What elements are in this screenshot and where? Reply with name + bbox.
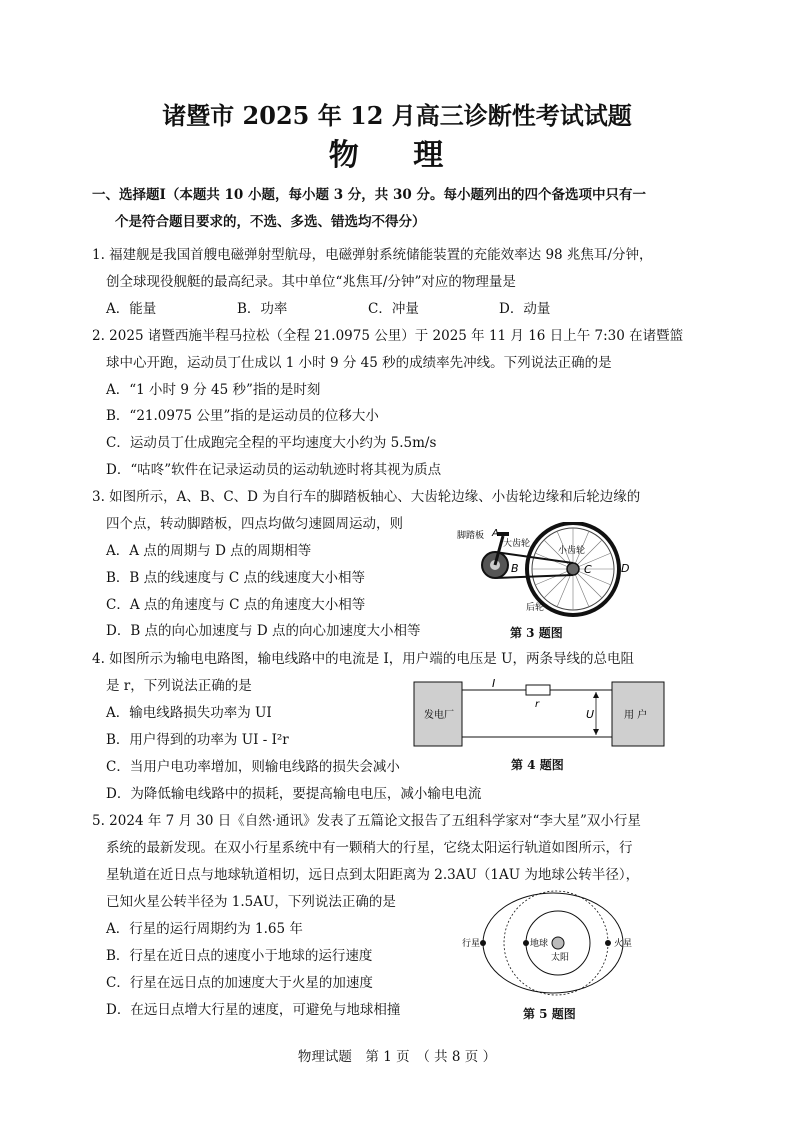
q2-option-a: A．“1 小时 9 分 45 秒”指的是时刻 <box>106 382 321 398</box>
label-c: C <box>584 563 592 576</box>
small-gear <box>567 563 579 575</box>
q1-option-a: A．能量 <box>106 301 157 317</box>
page-footer: 物理试题 第 1 页 （ 共 8 页 ） <box>297 1049 497 1065</box>
label-small-gear: 小齿轮 <box>558 546 586 556</box>
label-voltage-u: U <box>586 708 595 721</box>
q5-option-d: D．在远日点增大行星的速度，可避免与地球相撞 <box>106 1002 401 1018</box>
q4-option-d: D．为降低输电线路中的损耗，要提高输电电压，减小输电电流 <box>106 786 482 802</box>
q4-option-c: C．当用户电功率增加，则输电线路的损失会减小 <box>106 759 400 775</box>
label-d: D <box>621 562 630 575</box>
q4-option-a: A．输电线路损失功率为 UI <box>106 705 272 721</box>
q4-figure-caption: 第 4 题图 <box>511 758 564 772</box>
mars <box>605 940 611 946</box>
label-resistance-r: r <box>535 699 540 710</box>
q2-option-d: D．“咕咚”软件在记录运动员的运动轨迹时将其视为质点 <box>106 462 442 478</box>
q5-stem-line3: 星轨道在近日点与地球轨道相切，远日点到太阳距离为 2.3AU（1AU 为地球公转半径）， <box>106 867 640 883</box>
label-b: B <box>511 562 519 575</box>
label-current-i: I <box>492 677 496 690</box>
sun <box>552 937 564 949</box>
q2-stem-line1: 2. 2025 诸暨西施半程马拉松（全程 21.0975 公里）于 2025 年 11 月 16 日上午 7:30 在诸暨篮 <box>92 328 684 344</box>
q1-option-d: D．动量 <box>499 301 551 317</box>
q3-option-c: C．A 点的角速度与 C 点的角速度大小相等 <box>106 597 366 613</box>
q2-stem-line2: 球中心开跑，运动员丁仕成以 1 小时 9 分 45 秒的成绩率先冲线。下列说法正确的是 <box>106 355 612 371</box>
label-sun: 太阳 <box>551 953 570 963</box>
q5-stem-line4: 已知火星公转半径为 1.5AU，下列说法正确的是 <box>106 894 396 910</box>
q1-stem-line1: 1. 福建舰是我国首艘电磁弹射型航母，电磁弹射系统储能装置的充能效率达 98 兆焦耳/分钟， <box>92 247 653 263</box>
q3-stem-line2: 四个点，转动脚踏板，四点均做匀速圆周运动，则 <box>106 516 403 532</box>
label-mars: 火星 <box>614 939 633 949</box>
label-pedal: 脚踏板 <box>457 531 485 541</box>
exam-title: 诸暨市 2025 年 12 月高三诊断性考试试题 <box>162 101 632 130</box>
label-user: 用 户 <box>624 710 648 721</box>
q3-option-a: A．A 点的周期与 D 点的周期相等 <box>106 543 312 559</box>
planet <box>480 940 486 946</box>
label-power-plant: 发电厂 <box>424 710 454 721</box>
q4-option-b: B．用户得到的功率为 UI - I²r <box>106 732 289 748</box>
section-heading-line1: 一、选择题Ⅰ（本题共 10 小题，每小题 3 分，共 30 分。每小题列出的四个备选项中只有一 <box>92 187 646 203</box>
q2-option-c: C．运动员丁仕成跑完全程的平均速度大小约为 5.5m/s <box>106 435 437 451</box>
orbit-figure <box>458 890 648 1000</box>
label-planet: 行星 <box>462 939 481 949</box>
circuit-figure <box>412 676 668 752</box>
q5-option-a: A．行星的运行周期约为 1.65 年 <box>106 921 303 937</box>
q2-option-b: B．“21.0975 公里”指的是运动员的位移大小 <box>106 408 379 424</box>
resistor-r <box>526 685 550 695</box>
q5-figure-caption: 第 5 题图 <box>523 1007 576 1021</box>
earth <box>523 940 529 946</box>
label-rear-wheel: 后轮 <box>526 603 545 613</box>
label-big-gear: 大齿轮 <box>503 539 531 549</box>
q5-stem-line2: 系统的最新发现。在双小行星系统中有一颗稍大的行星，它绕太阳运行轨道如图所示，行 <box>106 840 633 856</box>
q1-stem-line2: 创全球现役舰艇的最高纪录。其中单位“兆焦耳/分钟”对应的物理量是 <box>106 274 516 290</box>
q5-option-c: C．行星在远日点的加速度大于火星的加速度 <box>106 975 373 991</box>
q1-option-c: C．冲量 <box>368 301 419 317</box>
q4-stem-line1: 4. 如图所示为输电电路图，输电线路中的电流是 I，用户端的电压是 U，两条导线的总电阻 <box>92 651 634 667</box>
q5-option-b: B．行星在近日点的速度小于地球的运行速度 <box>106 948 373 964</box>
q3-option-b: B．B 点的线速度与 C 点的线速度大小相等 <box>106 570 366 586</box>
section-heading-line2: 个是符合题目要求的，不选、多选、错选均不得分） <box>115 214 426 230</box>
q3-figure-caption: 第 3 题图 <box>510 626 563 640</box>
q3-stem-line1: 3. 如图所示，A、B、C、D 为自行车的脚踏板轴心、大齿轮边缘、小齿轮边缘和后轮边缘的 <box>92 489 641 505</box>
q5-stem-line1: 5. 2024 年 7 月 30 日《自然·通讯》发表了五篇论文报告了五组科学家对“李大星”双小行星 <box>92 813 641 829</box>
q1-option-b: B．功率 <box>237 301 288 317</box>
bicycle-figure <box>455 522 645 622</box>
q4-stem-line2: 是 r，下列说法正确的是 <box>106 678 252 694</box>
subject-title: 物 理 <box>328 138 466 173</box>
label-a: A <box>492 528 499 539</box>
q3-option-d: D．B 点的向心加速度与 D 点的向心加速度大小相等 <box>106 623 421 639</box>
label-earth: 地球 <box>530 939 549 949</box>
